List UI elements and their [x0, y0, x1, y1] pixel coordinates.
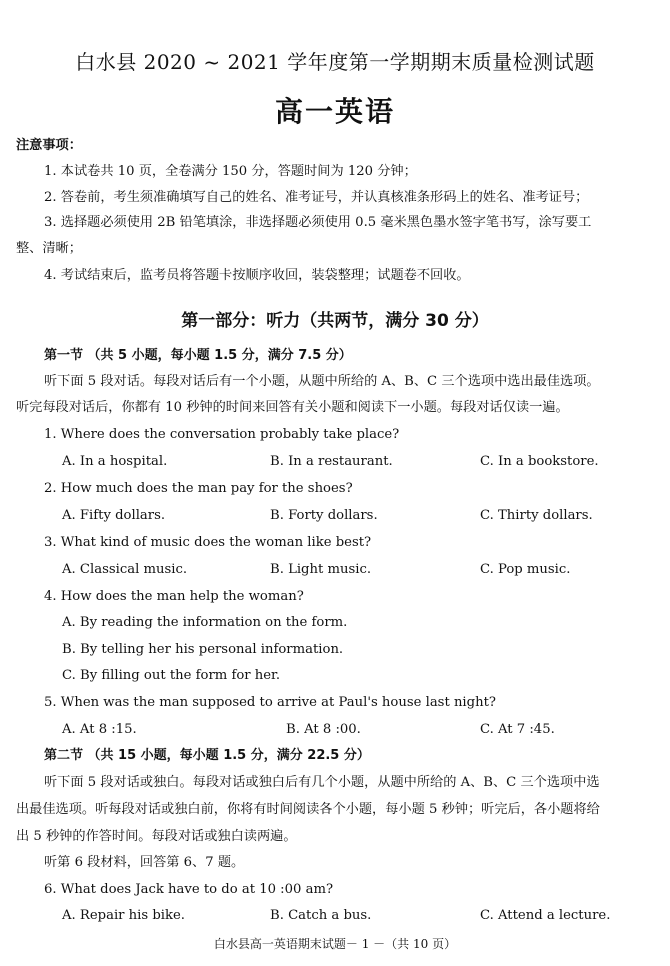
question-4-stem: 4. How does the man help the woman?: [44, 589, 304, 604]
question-2-option-a: A. Fifty dollars.: [62, 508, 166, 523]
section2-heading: 第二节 （共 15 小题，每小题 1.5 分，满分 22.5 分）: [44, 748, 370, 763]
subject-title: 高一英语: [274, 95, 395, 128]
note-item-3: 3. 选择题必须使用 2B 铅笔填涂，非选择题必须使用 0.5 毫米黑色墨水签字笔书写，涂写要工: [44, 215, 592, 230]
note-item-2: 2. 答卷前，考生须准确填写自己的姓名、准考证号，并认真核准条形码上的姓名、准考证号；: [44, 190, 589, 205]
question-6-option-b: B. Catch a bus.: [270, 908, 372, 923]
question-1-option-a: A. In a hospital.: [62, 454, 168, 469]
question-5-option-b: B. At 8 :00.: [286, 722, 361, 737]
question-4-option-b: B. By telling her his personal information.: [62, 642, 344, 657]
question-4-option-c: C. By filling out the form for her.: [62, 668, 281, 683]
question-6-option-c: C. Attend a lecture.: [480, 908, 611, 923]
question-2-option-b: B. Forty dollars.: [270, 508, 378, 523]
part1-heading: 第一部分：听力（共两节，满分 30 分）: [181, 311, 489, 331]
question-5-option-a: A. At 8 :15.: [62, 722, 137, 737]
question-2-option-c: C. Thirty dollars.: [480, 508, 593, 523]
section1-instruction-1: 听下面 5 段对话。每段对话后有一个小题，从题中所给的 A、B、C 三个选项中选出最佳选项。: [44, 374, 600, 389]
question-3-option-c: C. Pop music.: [480, 562, 571, 577]
question-5-stem: 5. When was the man supposed to arrive at Paul's house last night?: [44, 695, 496, 710]
question-6-option-a: A. Repair his bike.: [62, 908, 185, 923]
question-4-option-a: A. By reading the information on the form.: [62, 615, 348, 630]
section2-instruction-2: 出最佳选项。听每段对话或独白前，你将有时间阅读各个小题，每小题 5 秒钟；听完后，各小题将给: [16, 802, 600, 817]
note-item-3-cont: 整、清晰；: [16, 241, 82, 256]
question-2-stem: 2. How much does the man pay for the shoes?: [44, 481, 353, 496]
question-1-option-b: B. In a restaurant.: [270, 454, 393, 469]
question-3-stem: 3. What kind of music does the woman like best?: [44, 535, 372, 550]
question-3-option-b: B. Light music.: [270, 562, 372, 577]
page-footer: 白水县高一英语期末试题－ 1 －（共 10 页）: [213, 937, 457, 951]
question-1-option-c: C. In a bookstore.: [480, 454, 599, 469]
question-5-option-c: C. At 7 :45.: [480, 722, 555, 737]
note-item-1: 1. 本试卷共 10 页，全卷满分 150 分，答题时间为 120 分钟；: [44, 164, 417, 179]
section1-heading: 第一节 （共 5 小题，每小题 1.5 分，满分 7.5 分）: [44, 348, 352, 363]
note-item-4: 4. 考试结束后，监考员将答题卡按顺序收回，装袋整理；试题卷不回收。: [44, 268, 470, 283]
question-6-stem: 6. What does Jack have to do at 10 :00 am?: [44, 882, 334, 897]
question-1-stem: 1. Where does the conversation probably take place?: [44, 427, 400, 442]
section1-instruction-2: 听完每段对话后，你都有 10 秒钟的时间来回答有关小题和阅读下一小题。每段对话仅读一遍。: [16, 400, 569, 415]
section2-instruction-1: 听下面 5 段对话或独白。每段对话或独白后有几个小题，从题中所给的 A、B、C 三个选项中选: [44, 775, 600, 790]
notes-heading: 注意事项：: [16, 138, 82, 153]
exam-title: 白水县 2020 ~ 2021 学年度第一学期期末质量检测试题: [75, 50, 595, 74]
material-note: 听第 6 段材料，回答第 6、7 题。: [44, 855, 245, 870]
question-3-option-a: A. Classical music.: [62, 562, 188, 577]
section2-instruction-3: 出 5 秒钟的作答时间。每段对话或独白读两遍。: [16, 829, 297, 844]
